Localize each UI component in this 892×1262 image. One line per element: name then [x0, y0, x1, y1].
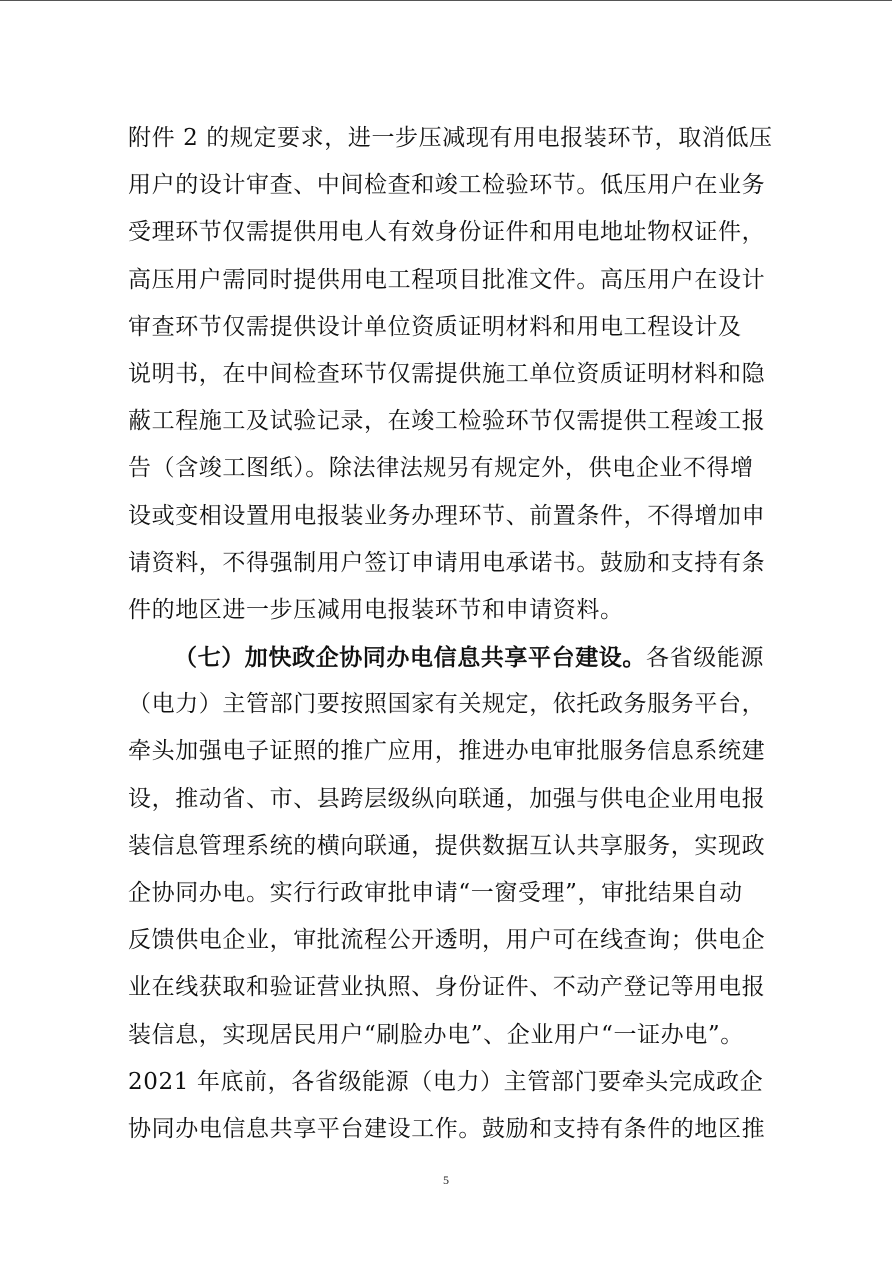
section-heading: （七）加快政企协同办电信息共享平台建设。: [174, 644, 646, 672]
text-line: 说明书，在中间检查环节仅需提供施工单位资质证明材料和隐: [128, 360, 766, 387]
section-text-line: 2021 年底前，各省级能源（电力）主管部门要牵头完成政企: [128, 1068, 764, 1095]
section-text-line: （电力）主管部门要按照国家有关规定，依托政务服务平台，: [128, 691, 766, 718]
section-text-line: 设，推动省、市、县跨层级纵向联通，加强与供电企业用电报: [128, 785, 766, 812]
text-line: 附件 2 的规定要求，进一步压减现有用电报装环节，取消低压: [128, 125, 773, 151]
section-text-line: 装信息管理系统的横向联通，提供数据互认共享服务，实现政: [128, 832, 766, 859]
text-line: 设或变相设置用电报装业务办理环节、前置条件，不得增加申: [128, 502, 766, 529]
section-text-line: 协同办电信息共享平台建设工作。鼓励和支持有条件的地区推: [128, 1115, 766, 1142]
section-text-line: 业在线获取和验证营业执照、身份证件、不动产登记等用电报: [128, 974, 766, 1001]
section-text-line: 企协同办电。实行行政审批申请“一窗受理”，审批结果自动: [128, 880, 743, 906]
text-line: 用户的设计审查、中间检查和竣工检验环节。低压用户在业务: [128, 172, 766, 199]
section-heading-line: [128, 634, 774, 681]
body-text: [128, 115, 774, 1153]
page-number: 5: [443, 1173, 449, 1187]
text-line: 受理环节仅需提供用电人有效身份证件和用电地址物权证件，: [128, 219, 766, 246]
section-text-line: 反馈供电企业，审批流程公开透明，用户可在线查询；供电企: [128, 927, 766, 954]
text-line: 高压用户需同时提供用电工程项目批准文件。高压用户在设计: [128, 266, 766, 293]
text-line: 请资料，不得强制用户签订申请用电承诺书。鼓励和支持有条: [128, 549, 766, 576]
section-heading-tail: 各省级能源: [646, 645, 764, 672]
text-line: 蔽工程施工及试验记录，在竣工检验环节仅需提供工程竣工报: [128, 408, 766, 435]
text-line: 告（含竣工图纸）。除法律法规另有规定外，供电企业不得增: [128, 455, 754, 482]
text-line: 件的地区进一步压减用电报装环节和申请资料。: [128, 596, 624, 623]
text-line: 审查环节仅需提供设计单位资质证明材料和用电工程设计及: [128, 313, 742, 340]
section-text-line: 牵头加强电子证照的推广应用，推进办电审批服务信息系统建: [128, 738, 766, 765]
section-text-line: 装信息，实现居民用户“刷脸办电”、企业用户“一证办电”。: [128, 1021, 744, 1048]
